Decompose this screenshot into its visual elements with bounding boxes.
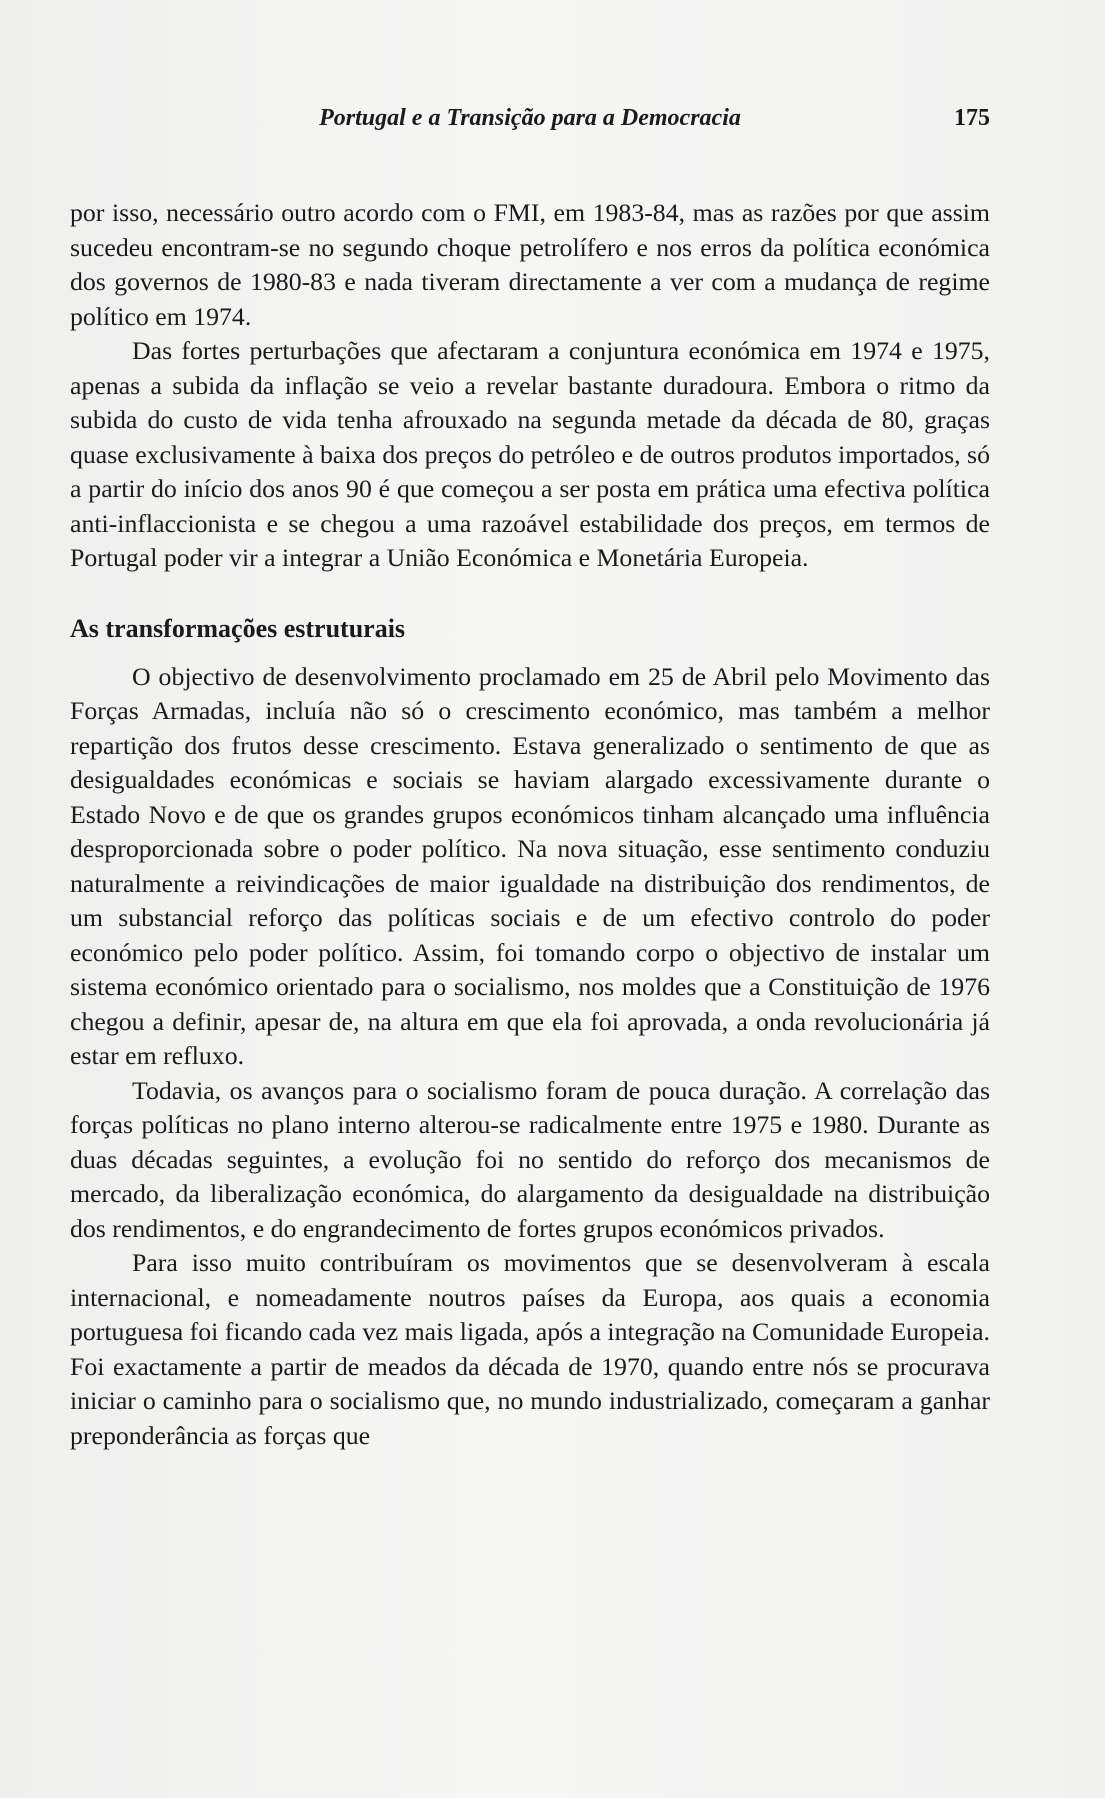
- running-title: Portugal e a Transição para a Democracia: [319, 105, 741, 131]
- running-head: [70, 100, 990, 136]
- paragraph-development-objective: O objectivo de desenvolvimento proclamado em 25 de Abril pelo Movimento das Forças Armadas, incluía não só o crescimento económico, mas também a melhor repartição dos frutos desse crescimento. Estava generalizado o sentimento de que as desigualdades económicas e sociais se haviam alargado excessivamente durante o Estado Novo e de que os grandes grupos económicos tinham alcançado uma influência desproporcionada sobre o poder político. Na nova situação, esse sentimento conduziu naturalmente a reivindicações de maior igualdade na distribuição dos rendimentos, de um substancial reforço das políticas sociais e de um efectivo controlo do poder económico pelo poder político. Assim, foi tomando corpo o objectivo de instalar um sistema económico orientado para o socialismo, nos moldes que a Constituição de 1976 chegou a definir, apesar de, na altura em que ela foi aprovada, a onda revolucionária já estar em refluxo.: [70, 661, 990, 1070]
- paragraph-socialism-advances: Todavia, os avanços para o socialismo foram de pouca duração. A correlação das forças políticas no plano interno alterou-se radicalmente entre 1975 e 1980. Durante as duas décadas seguintes, a evolução foi no sentido do reforço dos mecanismos de mercado, da liberalização económica, do alargamento da desigualdade na distribuição dos rendimentos, e do engrandecimento de fortes grupos económicos privados.: [70, 1075, 990, 1243]
- paragraph-international-movements: Para isso muito contribuíram os movimentos que se desenvolveram à escala internacional, e nomeadamente noutros países da Europa, aos quais a economia portuguesa foi ficando cada vez mais ligada, após a integração na Comunidade Europeia. Foi exactamente a partir de meados da década de 1970, quando entre nós se procurava iniciar o caminho para o socialismo que, no mundo industrializado, começaram a ganhar preponderância as forças que: [70, 1248, 990, 1450]
- paragraph-continuation: por isso, necessário outro acordo com o FMI, em 1983-84, mas as razões por que assim sucedeu encontram-se no segundo choque petrolífero e nos erros da política económica dos governos de 1980-83 e nada tiveram directamente a ver com a mudança de regime político em 1974.: [70, 198, 990, 331]
- page-number: 175: [954, 105, 990, 131]
- paragraph-inflation: Das fortes perturbações que afectaram a conjuntura económica em 1974 e 1975, apenas a subida da inflação se veio a revelar bastante duradoura. Embora o ritmo da subida do custo de vida tenha afrouxado na segunda metade da década de 80, graças quase exclusivamente à baixa dos preços do petróleo e de outros produtos importados, só a partir do início dos anos 90 é que começou a ser posta em prática uma efectiva política anti-inflaccionista e se chegou a uma razoável estabilidade dos preços, em termos de Portugal poder vir a integrar a União Económica e Monetária Europeia.: [70, 336, 990, 572]
- section-heading: As transformações estruturais: [70, 613, 406, 643]
- page-body: [70, 196, 990, 1453]
